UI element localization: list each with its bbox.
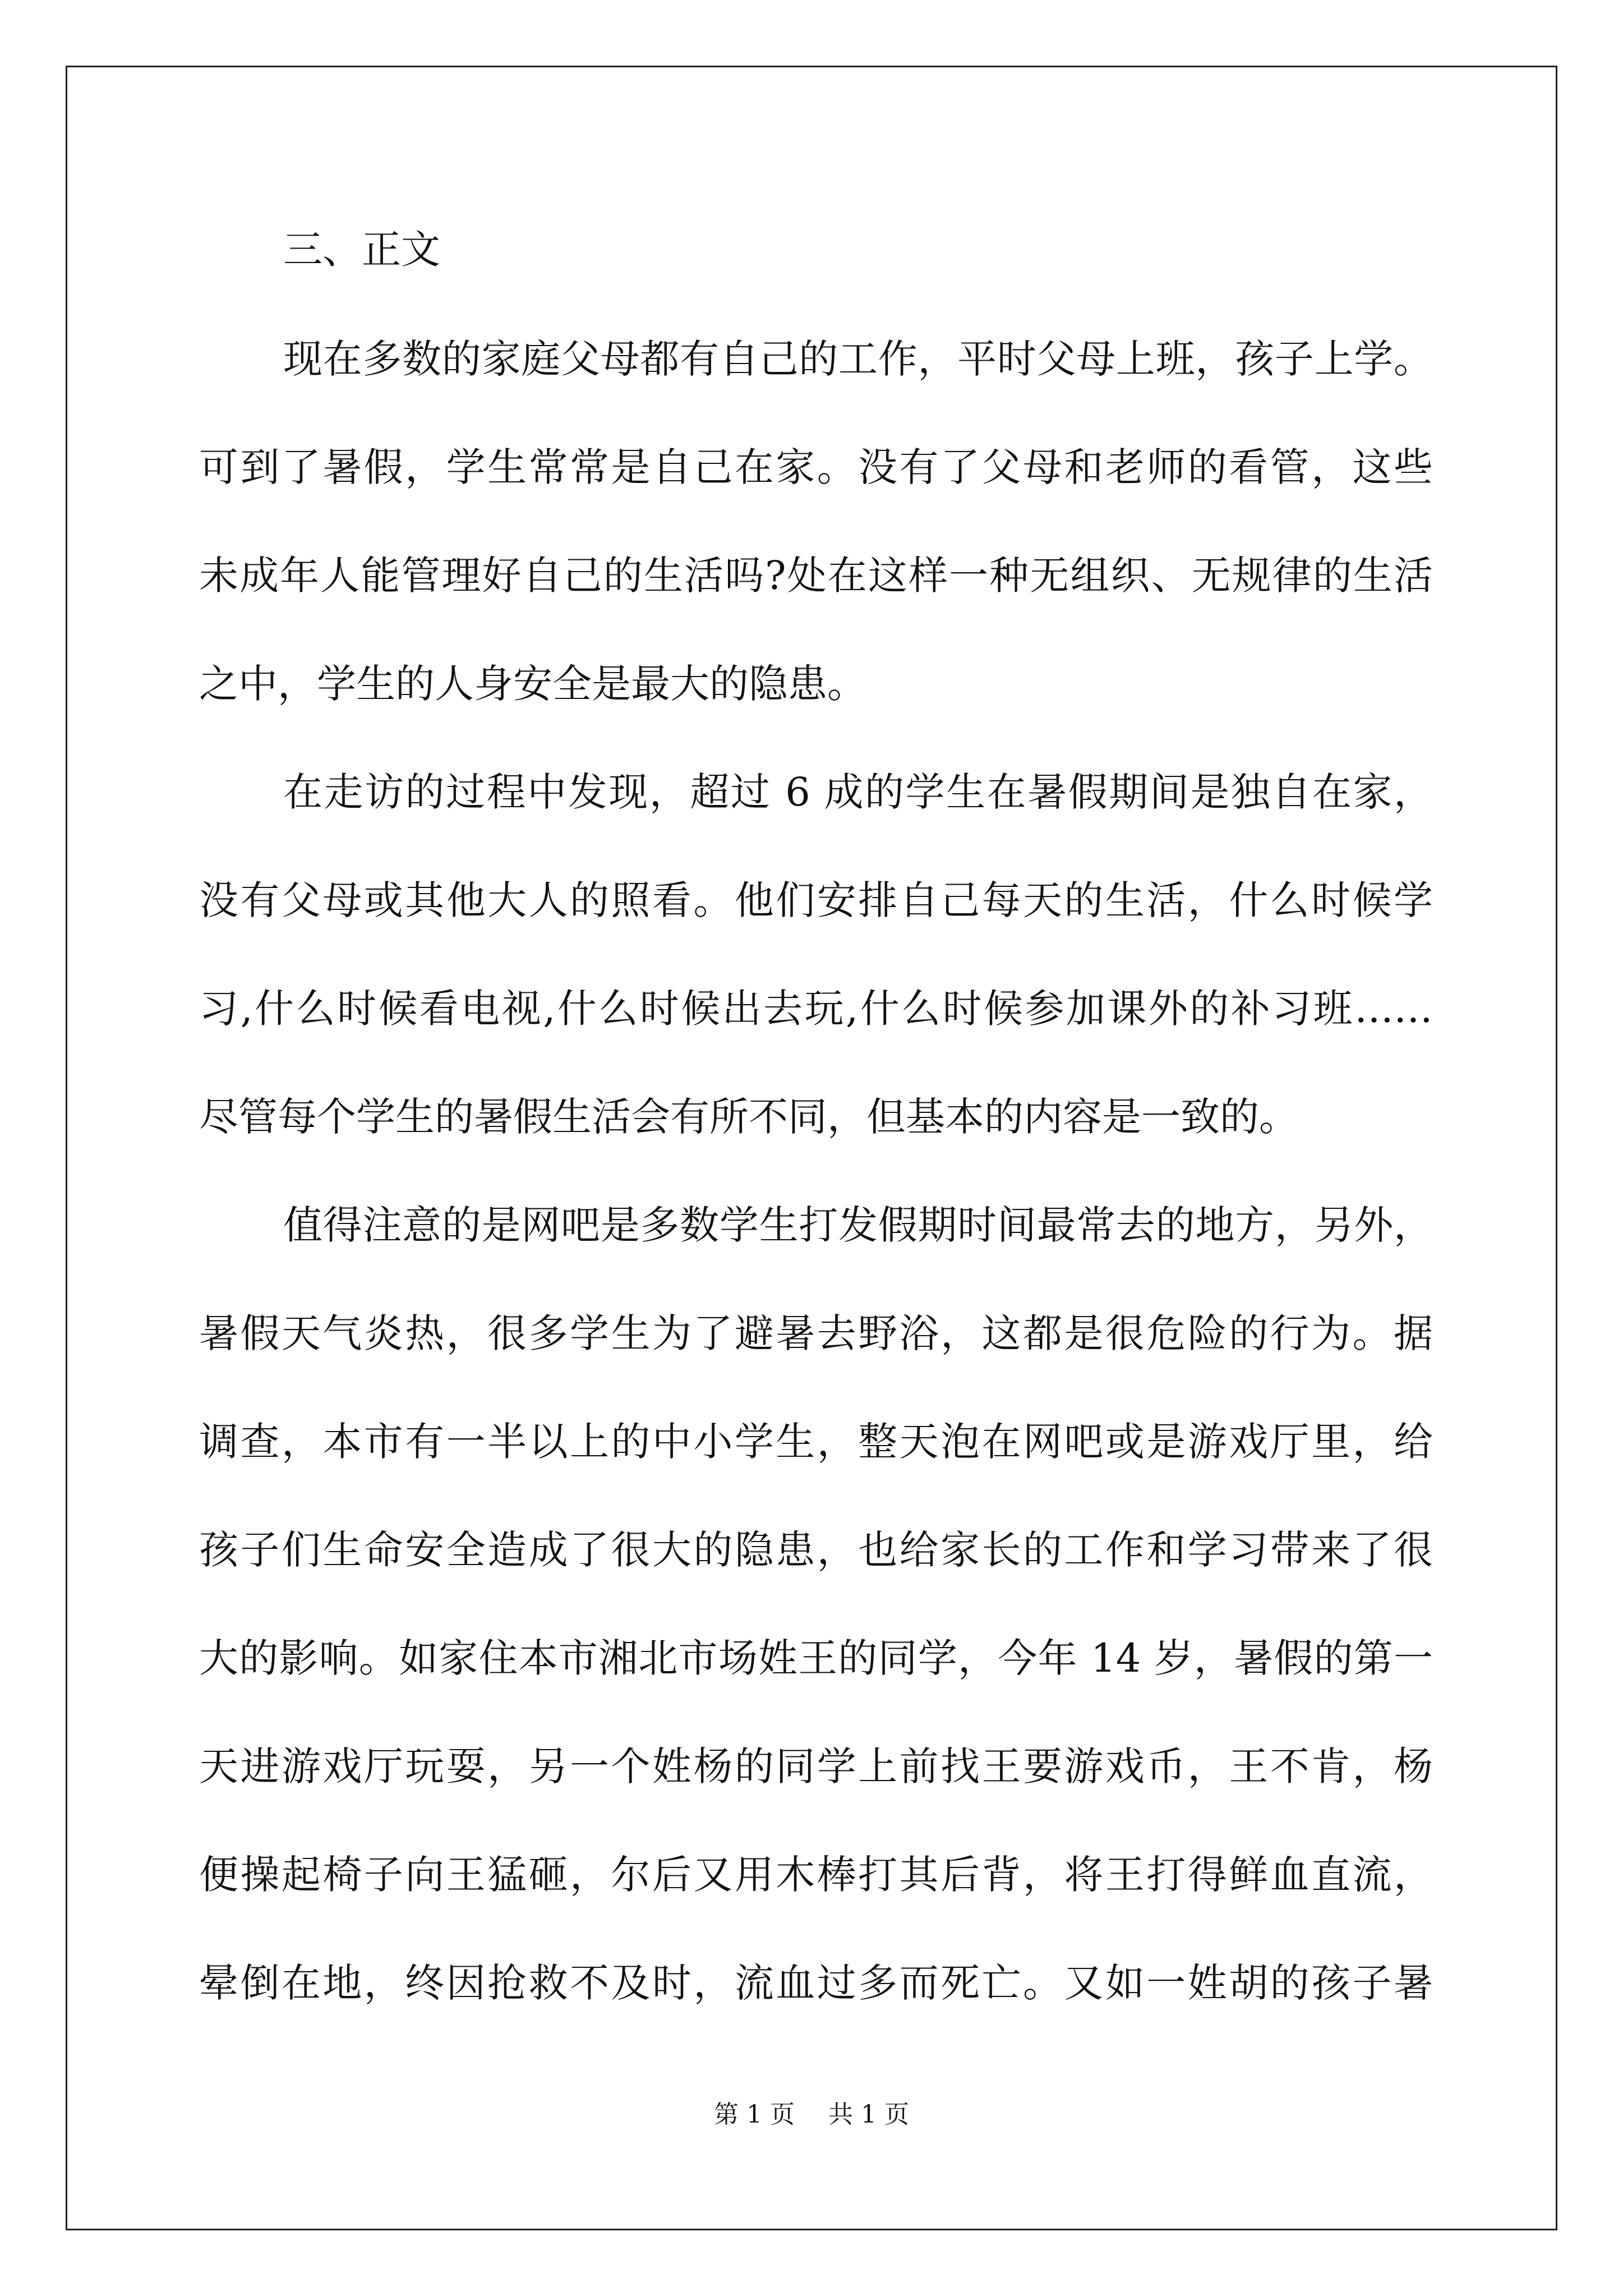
paragraph-2-line-2: 没有父母或其他大人的照看。他们安排自己每天的生活，什么时候学 bbox=[199, 877, 1433, 923]
page-number: 第 1 页 bbox=[714, 2100, 795, 2129]
paragraph-2-line-3: 习,什么时候看电视,什么时候出去玩,什么时候参加课外的补习班…… bbox=[199, 986, 1433, 1032]
paragraph-3-line-5: 大的影响。如家住本市湘北市场姓王的同学，今年 14 岁，暑假的第一 bbox=[199, 1635, 1433, 1681]
paragraph-1-line-4: 之中，学生的人身安全是最大的隐患。 bbox=[199, 661, 866, 707]
paragraph-3-line-2: 暑假天气炎热，很多学生为了避暑去野浴，这都是很危险的行为。据 bbox=[199, 1310, 1433, 1356]
paragraph-1-line-3: 未成年人能管理好自己的生活吗?处在这样一种无组织、无规律的生活 bbox=[199, 553, 1433, 599]
paragraph-2-line-1: 在走访的过程中发现，超过 6 成的学生在暑假期间是独自在家， bbox=[283, 769, 1433, 815]
page-border bbox=[66, 66, 1557, 2230]
paragraph-3-line-1: 值得注意的是网吧是多数学生打发假期时间最常去的地方，另外， bbox=[283, 1202, 1433, 1248]
paragraph-3-line-4: 孩子们生命安全造成了很大的隐患，也给家长的工作和学习带来了很 bbox=[199, 1527, 1433, 1573]
paragraph-3-line-8: 晕倒在地，终因抢救不及时，流血过多而死亡。又如一姓胡的孩子暑 bbox=[199, 1960, 1433, 2006]
page-total: 共 1 页 bbox=[828, 2100, 909, 2129]
paragraph-2-line-4: 尽管每个学生的暑假生活会有所不同，但基本的内容是一致的。 bbox=[199, 1094, 1298, 1140]
paragraph-3-line-6: 天进游戏厅玩耍，另一个姓杨的同学上前找王要游戏币，王不肯，杨 bbox=[199, 1743, 1433, 1789]
section-heading: 三、正文 bbox=[283, 227, 440, 273]
page-footer bbox=[0, 2098, 1623, 2132]
paragraph-1-line-1: 现在多数的家庭父母都有自己的工作，平时父母上班，孩子上学。 bbox=[283, 336, 1433, 382]
paragraph-3-line-7: 便操起椅子向王猛砸，尔后又用木棒打其后背，将王打得鲜血直流， bbox=[199, 1852, 1433, 1898]
paragraph-3-line-3: 调查，本市有一半以上的中小学生，整天泡在网吧或是游戏厅里，给 bbox=[199, 1419, 1433, 1465]
paragraph-1-line-2: 可到了暑假，学生常常是自己在家。没有了父母和老师的看管，这些 bbox=[199, 444, 1433, 490]
